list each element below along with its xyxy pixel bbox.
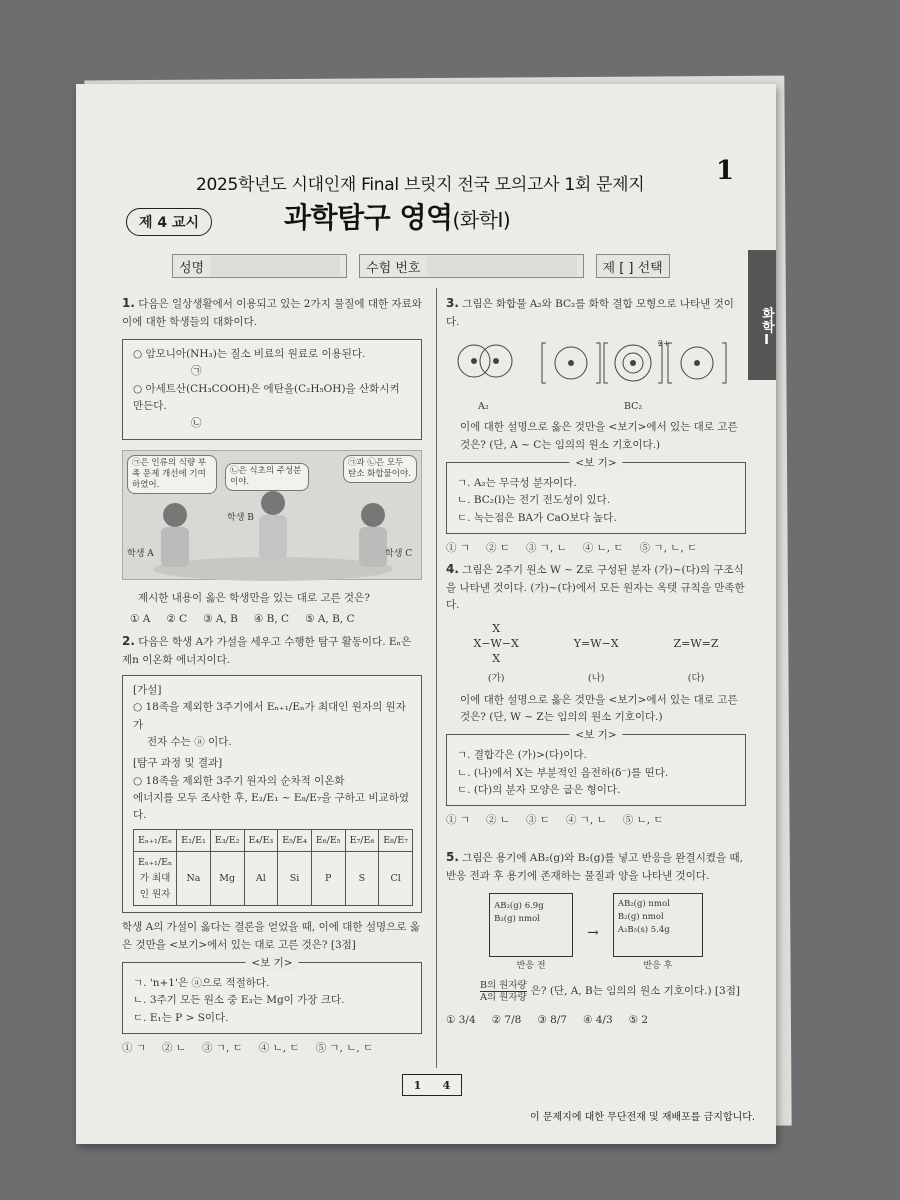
q1-item-1: ○ 암모니아(NH₃)는 질소 비료의 원료로 이용된다. [133,348,366,361]
table-cell: S [345,852,379,906]
q1-choices [122,611,422,628]
question-5 [446,848,746,1029]
bogi-item: ㄴ. 3주기 모든 원소 중 E₃는 Mg이 가장 크다. [133,994,345,1007]
q5-containers [446,893,746,974]
q3-stem: 그림은 화합물 A₂와 BC₂를 화학 결합 모형으로 나타낸 것이다. [446,298,734,328]
table-head: E₈/E₇ [379,829,413,852]
before-line: AB₂(g) 6.9g [494,901,544,912]
q2-activity-box [122,675,422,913]
q1-stem: 다음은 일상생활에서 이용되고 있는 2가지 물질에 대한 자료와 이에 대한 학생들의 대화이다. [122,298,422,328]
choice[interactable]: ③ ㄱ, ㄷ [201,1041,243,1054]
exam-number-field[interactable] [359,254,583,278]
choice[interactable]: ① ㄱ [446,541,470,554]
page-number: 1 [716,156,735,186]
q2-process-label: [탐구 과정 및 결과] [133,757,223,770]
bogi-item: ㄷ. E₁는 P > S이다. [133,1011,229,1024]
before-line: B₂(g) nmol [494,913,540,924]
exam-title: 2025학년도 시대인재 Final 브릿지 전국 모의고사 1회 문제지 [196,175,645,195]
choice[interactable]: ⑤ ㄱ, ㄴ, ㄷ [639,541,698,554]
s1-bot: X [492,652,501,666]
name-field[interactable] [172,254,347,278]
choice[interactable]: ② ㄷ [485,541,510,554]
q2-stem: 다음은 학생 A가 가설을 세우고 수행한 탐구 활동이다. Eₙ은 제n 이온화 에너지이다. [122,636,412,666]
label-bc2: BC₂ [624,401,643,413]
session-badge: 제 4 교시 [126,208,212,236]
s1-label: (가) [487,672,505,684]
choice[interactable]: ① ㄱ [446,814,470,827]
bogi-item: ㄴ. (나)에서 X는 부분적인 음전하(δ⁻)를 띤다. [457,766,669,779]
question-3 [446,294,746,557]
choice[interactable]: ④ ㄴ, ㄷ [582,541,624,554]
subject-title [284,196,510,236]
choice[interactable]: ③ ㄷ [525,814,550,827]
q3-model-labels [446,339,746,413]
subject-side-tab: 화학Ⅰ [748,250,776,380]
structure-da [674,622,719,685]
bogi-item: ㄱ. 'n+1'은 ⓐ으로 적절하다. [133,976,270,989]
q3-bogi-box [446,457,746,534]
subject-main: 과학탐구 영역 [284,201,453,234]
table-head: E₂/E₁ [177,829,211,852]
question-1 [122,294,422,628]
q2-process-line-2: 에너지를 모두 조사한 후, E₂/E₁ ~ E₈/E₇을 구하고 비교하였다. [133,791,409,822]
question-2 [122,632,422,1057]
bogi-label: <보 기> [569,727,622,744]
container-before [489,893,573,957]
choice[interactable]: ② ㄴ [485,814,510,827]
exam-paper [76,84,776,1144]
choice[interactable]: ④ B, C [253,612,290,625]
s1-mid: X−W−X [473,637,519,651]
choice[interactable]: ⑤ ㄱ, ㄴ, ㄷ [315,1041,374,1054]
choice[interactable]: ⑤ ㄴ, ㄷ [622,814,664,827]
q5-number: 5. [446,850,459,864]
bogi-item: ㄱ. A₂는 무극성 분자이다. [457,477,577,490]
choice[interactable]: ① 3/4 [446,1013,476,1026]
table-cell: Si [278,852,312,906]
container-after [613,893,703,957]
table-cell: P [311,852,345,906]
s3-mid: Z=W=Z [673,637,719,651]
s1-top: X [492,622,501,636]
charge-label: 2+ [658,339,670,349]
select-label: 제 [ ] 선택 [602,260,663,276]
bogi-item: ㄷ. 녹는점은 BA가 CaO보다 높다. [457,511,617,524]
q1-data-box [122,339,422,440]
choice[interactable]: ③ 8/7 [537,1013,567,1026]
q1-number: 1. [122,296,135,310]
choice[interactable]: ① ㄱ [122,1041,146,1054]
choice[interactable]: ④ ㄴ, ㄷ [258,1041,300,1054]
q3-number: 3. [446,296,459,310]
structure-ga [473,622,518,685]
bogi-label: <보 기> [569,455,622,472]
q4-desc: 이에 대한 설명으로 옳은 것만을 <보기>에서 있는 대로 고른 것은? (단, W ~ Z는 임의의 원소 기호이다.) [460,693,738,724]
choice[interactable]: ③ A, B [203,612,238,625]
exam-number-label: 수험 번호 [366,260,421,276]
q1-question: 제시한 내용이 옳은 학생만을 있는 대로 고른 것은? [138,591,370,604]
choice[interactable]: ④ ㄱ, ㄴ [565,814,607,827]
choice[interactable]: ② ㄴ [161,1041,186,1054]
q1-item-2-mark: ㉡ [191,417,202,430]
table-cell: Na [177,852,211,906]
choice[interactable]: ④ 4/3 [582,1013,613,1026]
q2-bogi-box [122,956,422,1034]
q5-choices [446,1012,746,1029]
bogi-label: <보 기> [245,955,298,972]
footer-page-box [402,1074,462,1096]
q4-stem: 그림은 2주기 원소 W ~ Z로 구성된 분자 (가)~(다)의 구조식을 나타낸 것이다. (가)~(다)에서 모든 원자는 옥텟 규칙을 만족한다. [446,564,745,612]
choice[interactable]: ② C [166,612,188,625]
table-head: E₇/E₆ [345,829,379,852]
s2-mid: Y=W−X [573,637,619,651]
table-cell: Al [244,852,278,906]
choice[interactable]: ⑤ A, B, C [305,612,355,625]
choice[interactable]: ③ ㄱ, ㄴ [525,541,567,554]
ratio [480,980,527,1004]
bubble-c: ㉠과 ㉡은 모두 탄소 화합물이야. [343,455,417,483]
s3-label: (다) [687,672,705,684]
q1-student-illustration [122,450,422,580]
footer-page-total: 4 [442,1078,451,1092]
q5-question [446,980,746,1004]
after-line: AB₂(g) nmol [617,899,670,910]
q2-hypothesis-label: [가설] [133,684,162,697]
subject-sub: (화학Ⅰ) [452,208,511,232]
table-cell: Cl [379,852,413,906]
table-head: E₃/E₂ [210,829,244,852]
table-cell: Mg [210,852,244,906]
bogi-item: ㄱ. 결합각은 (가)>(다)이다. [457,749,587,762]
table-row-label: Eₙ₊₁/Eₙ가 최대인 원자 [134,852,177,906]
table-head: E₆/E₅ [311,829,345,852]
after-label: 반응 후 [643,961,673,972]
bubble-b: ㉡은 식초의 주성분이야. [225,463,309,491]
copyright-note: 이 문제지에 대한 무단전재 및 재배포를 금지합니다. [530,1112,756,1123]
q3-bond-models [446,335,746,393]
s2-label: (나) [587,672,605,684]
student-a-label: 학생 A [127,548,154,559]
ratio-den: A의 원자량 [480,992,527,1004]
question-4 [446,560,746,830]
q2-hypothesis-line-2: 전자 수는 ⓐ 이다. [147,736,232,749]
table-head: Eₙ₊₁/Eₙ [134,829,177,852]
ratio-num: B의 원자량 [480,979,527,991]
q2-process-line-1: ○ 18족을 제외한 3주기 원자의 순차적 이온화 [133,774,345,787]
bogi-item: ㄷ. (다)의 분자 모양은 굽은 형이다. [457,784,621,797]
choice[interactable]: ① A [130,612,151,625]
q2-number: 2. [122,634,135,648]
q3-choices [446,540,746,557]
choice[interactable]: ② 7/8 [491,1013,522,1026]
q4-number: 4. [446,562,459,576]
student-b-label: 학생 B [227,512,254,523]
student-c-label: 학생 C [385,548,413,559]
q5-question-text: 은? (단, A, B는 임의의 원소 기호이다.) [3점] [530,985,740,998]
choice[interactable]: ⑤ 2 [628,1013,649,1026]
q2-choices [122,1040,422,1057]
bogi-item: ㄴ. BC₂(l)는 전기 전도성이 있다. [457,494,611,507]
structure-na [574,622,619,685]
name-label: 성명 [179,260,205,276]
bubble-a: ㉠은 인류의 식량 부족 문제 개선에 기여하였어. [127,455,217,494]
q4-bogi-box [446,729,746,806]
info-row [172,254,670,278]
q1-item-1-mark: ㉠ [191,365,202,378]
q2-table [133,829,413,907]
after-line: A₂B₅(s) 5.4g [617,924,670,935]
q3-desc: 이에 대한 설명으로 옳은 것만을 <보기>에서 있는 대로 고른 것은? (단, A ~ C는 임의의 원소 기호이다.) [460,421,738,451]
q5-stem: 그림은 용기에 AB₂(g)와 B₂(g)를 넣고 반응을 완결시켰을 때, 반응 전과 후 용기에 존재하는 물질과 양을 나타낸 것이다. [446,852,743,882]
q2-hypothesis-line-1: ○ 18족을 제외한 3주기에서 Eₙ₊₁/Eₙ가 최대인 원자의 원자가 [133,701,406,731]
footer-page-current: 1 [413,1078,422,1092]
q4-structures [446,622,746,685]
students-drawing [123,451,423,581]
q2-question: 학생 A의 가설이 옳다는 결론을 얻었을 때, 이에 대한 설명으로 옳은 것만을 <보기>에서 있는 대로 고른 것은? [3점] [122,921,420,951]
q4-choices [446,812,746,829]
column-divider [436,288,437,1068]
after-line: B₂(g) nmol [617,911,664,922]
table-head: E₅/E₄ [278,829,312,852]
select-field[interactable] [596,254,670,278]
before-label: 반응 전 [516,961,546,972]
arrow-icon: → [587,924,599,941]
q1-item-2: ○ 아세트산(CH₃COOH)은 에탄올(C₂H₅OH)을 산화시켜 만든다. [133,382,400,413]
label-a2: A₂ [478,401,489,413]
table-head: E₄/E₃ [244,829,278,852]
